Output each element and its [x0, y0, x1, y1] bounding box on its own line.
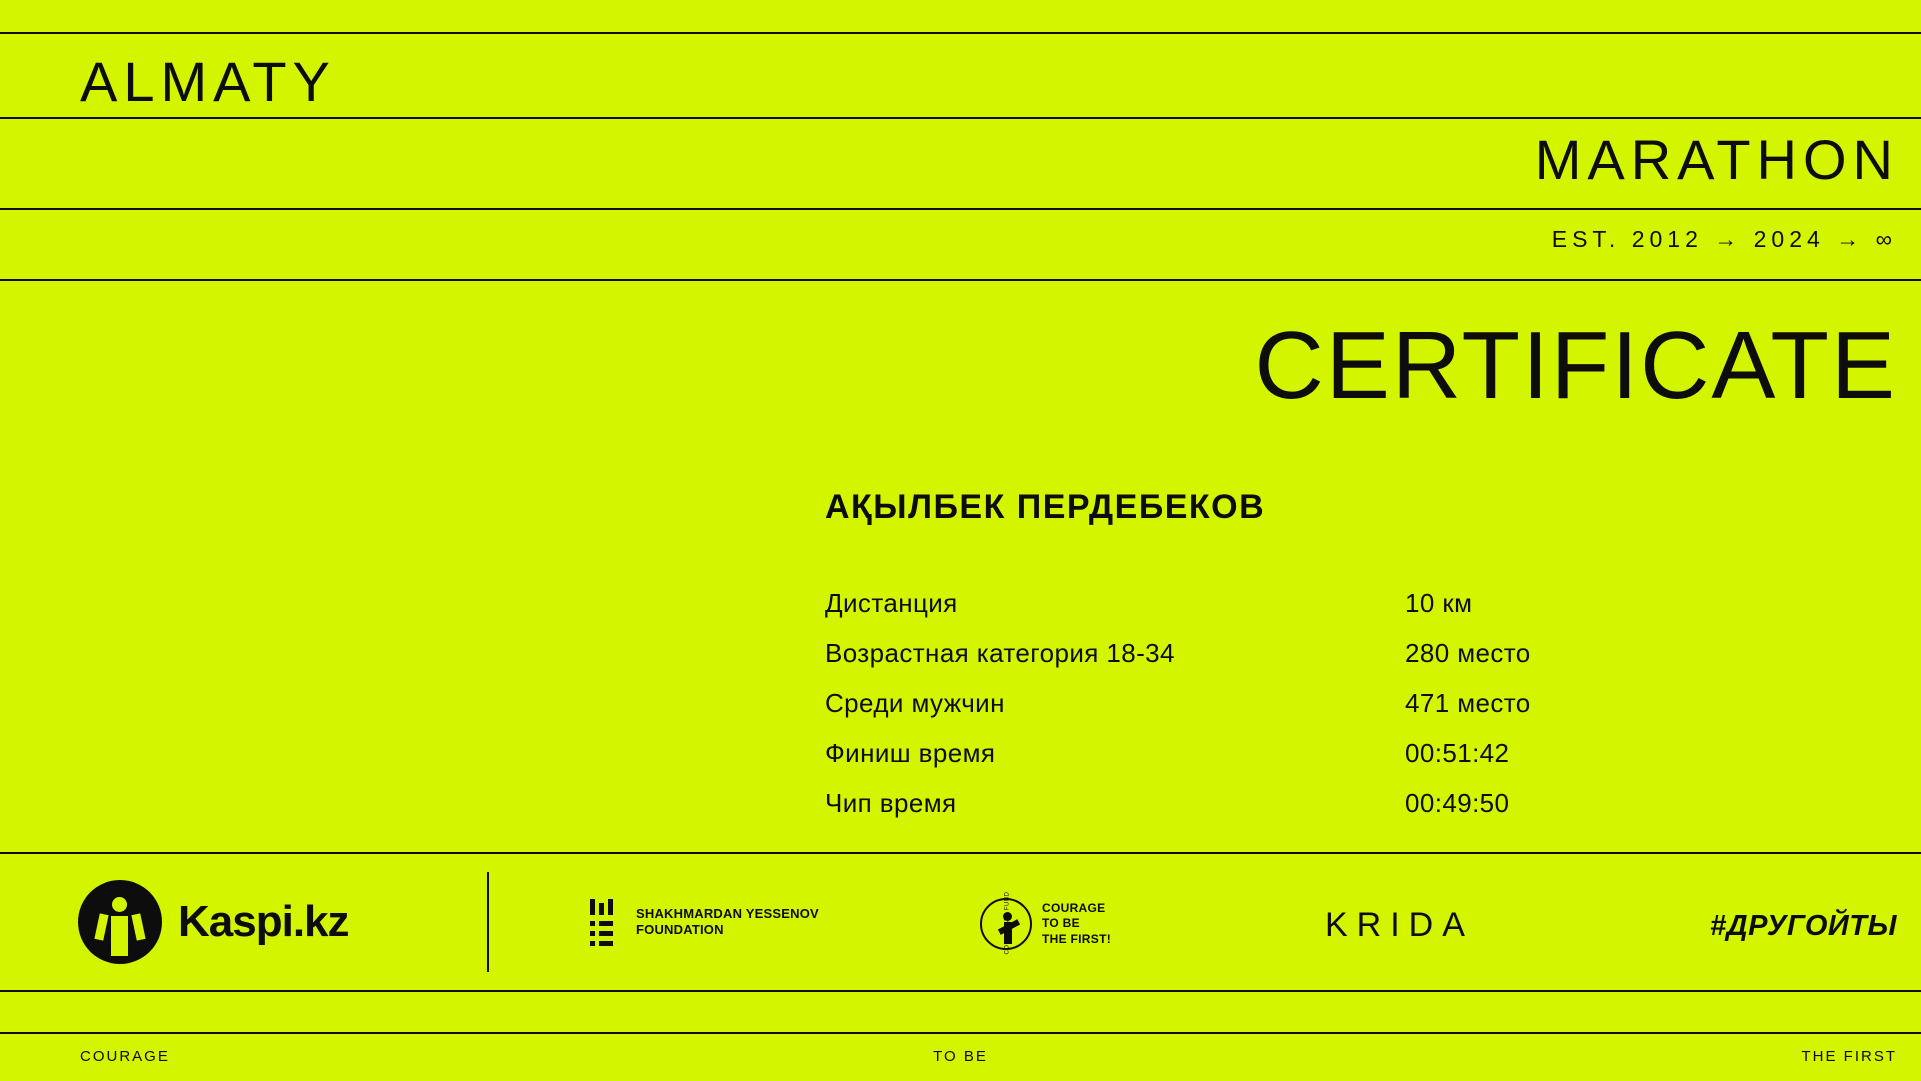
brand-marathon: MARATHON [1534, 128, 1899, 191]
footer-right: THE FIRST [1801, 1048, 1897, 1065]
brand-almaty: ALMATY [80, 50, 336, 113]
footer-middle: TO BE [933, 1048, 988, 1065]
sponsor-krida: KRIDA [1325, 906, 1474, 944]
result-label: Среди мужчин [825, 687, 1005, 718]
yessenov-wordmark [636, 906, 819, 939]
sponsor-divider [487, 872, 489, 972]
recipient-name: АҚЫЛБЕК ПЕРДЕБЕКОВ [825, 488, 1266, 526]
divider-line-4 [0, 279, 1921, 281]
result-label: Финиш время [825, 737, 996, 768]
table-row [825, 728, 1605, 778]
table-row [825, 678, 1605, 728]
sponsor-courage-fund [980, 891, 1111, 955]
kaspi-wordmark: Kaspi.kz [178, 897, 349, 946]
sponsor-bar [0, 854, 1921, 990]
courage-fund-logo-icon [980, 891, 1032, 955]
page-title: CERTIFICATE [1254, 312, 1897, 419]
table-row [825, 628, 1605, 678]
divider-line-3 [0, 208, 1921, 210]
result-value: 00:51:42 [1405, 737, 1510, 768]
courage-line-3: THE FIRST! [1042, 931, 1111, 946]
yessenov-logo-icon [590, 899, 624, 945]
courage-fund-wordmark [1042, 901, 1111, 948]
courage-line-1: COURAGE [1042, 900, 1106, 915]
sponsor-kaspi [78, 880, 349, 964]
sponsor-yessenov-foundation [590, 899, 819, 945]
divider-line-2 [0, 117, 1921, 119]
yessenov-line-1: SHAKHMARDAN YESSENOV [636, 905, 819, 921]
result-value: 471 место [1405, 687, 1531, 718]
divider-line-1 [0, 32, 1921, 34]
yessenov-line-2: FOUNDATION [636, 922, 724, 937]
divider-line-6 [0, 990, 1921, 992]
results-table [825, 578, 1605, 828]
result-value: 280 место [1405, 637, 1531, 668]
result-value: 10 км [1405, 587, 1473, 618]
result-label: Чип время [825, 787, 957, 818]
sponsor-drugoity-hashtag: #ДРУГОЙТЫ [1710, 910, 1897, 942]
established-years: EST. 2012 → 2024 → ∞ [1551, 226, 1897, 252]
kaspi-logo-icon [78, 880, 162, 964]
footer-left: COURAGE [80, 1048, 170, 1065]
result-label: Возрастная категория 18-34 [825, 637, 1175, 668]
footer-bar [0, 1032, 1921, 1081]
table-row [825, 578, 1605, 628]
courage-ring-label: CORPORATE FUND [1004, 891, 1011, 955]
result-label: Дистанция [825, 587, 958, 618]
table-row [825, 778, 1605, 828]
result-value: 00:49:50 [1405, 787, 1510, 818]
courage-line-2: TO BE [1042, 916, 1080, 931]
